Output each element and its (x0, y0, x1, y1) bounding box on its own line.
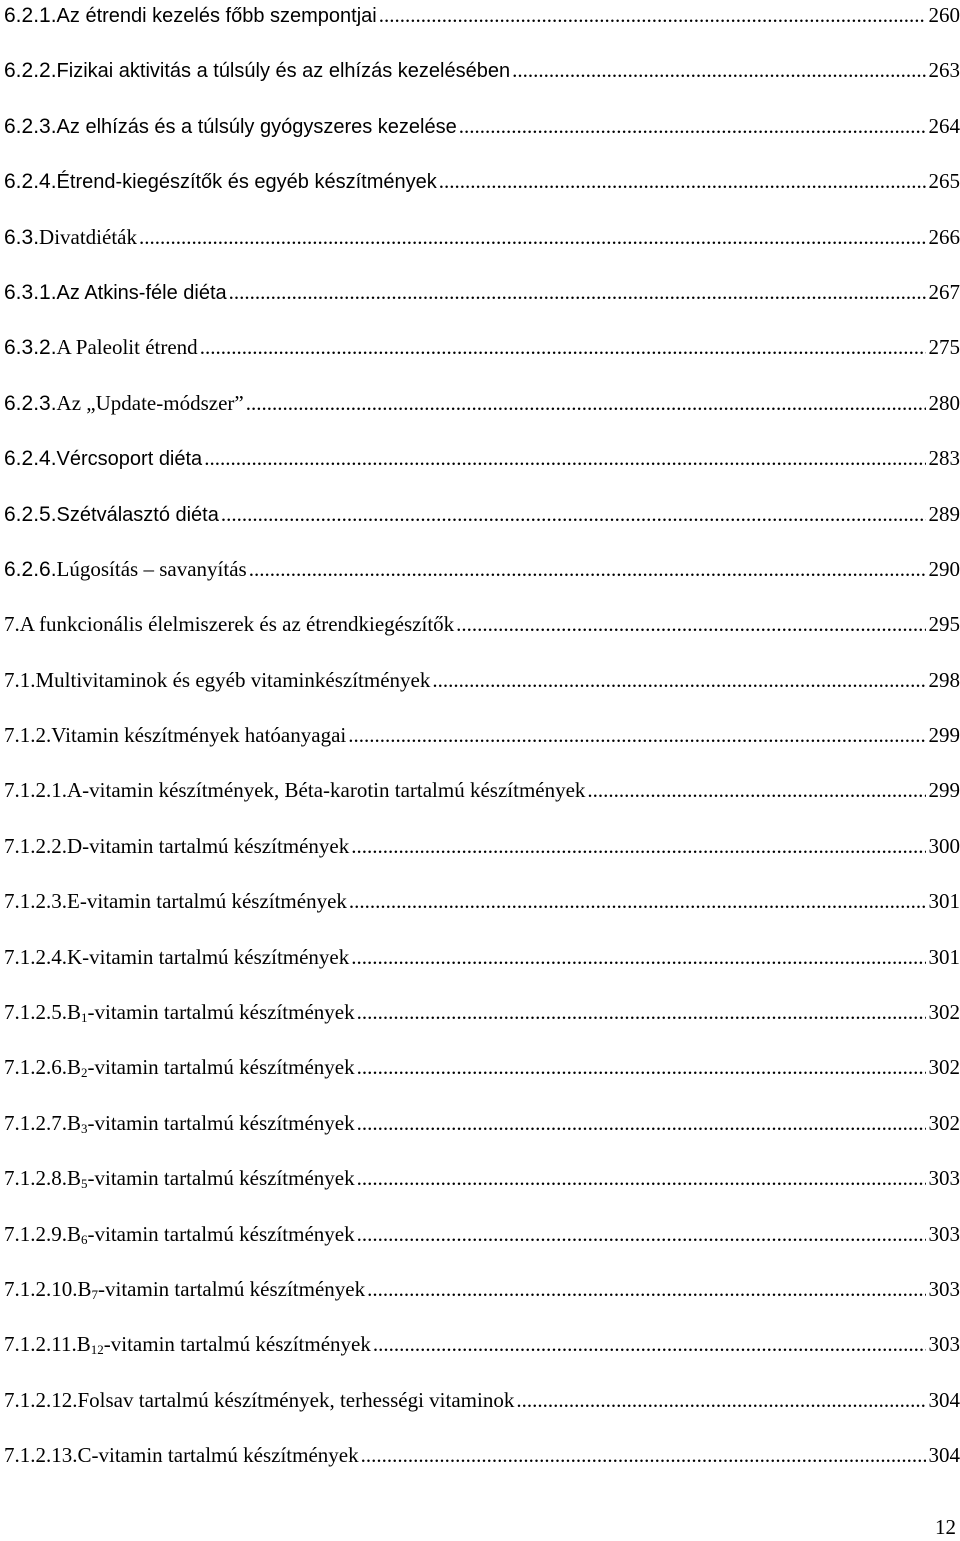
toc-entry-number: 7. (4, 612, 20, 637)
toc-entry-number: 6.2.1. (4, 4, 57, 27)
toc-entry-page: 299 (928, 723, 960, 748)
toc-entry-title-prefix: B (67, 1055, 82, 1080)
toc-leader-dots (357, 1108, 926, 1138)
toc-entry-number: 7.1.2.1. (4, 778, 67, 803)
toc-entry-page: 298 (928, 667, 960, 692)
toc-entry-title-text: -vitamin tartalmú készítmények (87, 1221, 355, 1246)
toc-leader-dots (512, 55, 925, 85)
toc-entry[interactable] (4, 886, 960, 941)
toc-entry-number: 7.1.2.8. (4, 1166, 67, 1191)
toc-entry-title-subscript: 5 (81, 1176, 88, 1192)
toc-entry[interactable] (4, 554, 960, 609)
toc-entry-number: 7.1.2.4. (4, 944, 67, 969)
toc-entry-title-text: -vitamin tartalmú készítmények (103, 1332, 371, 1357)
toc-entry-number: 7.1.2.6. (4, 1055, 67, 1080)
toc-entry-title: Divatdiéták (39, 224, 137, 249)
toc-entry-page: 264 (928, 113, 960, 138)
toc-leader-dots (351, 831, 925, 861)
toc-entry[interactable] (4, 665, 960, 720)
toc-entry-title-text: -vitamin tartalmú készítmények (87, 1000, 355, 1025)
toc-leader-dots (221, 499, 926, 529)
toc-leader-dots (357, 1219, 926, 1249)
toc-entry-title: Az Atkins-féle diéta (56, 281, 227, 304)
toc-entry-page: 283 (928, 446, 960, 471)
toc-entry[interactable] (4, 1108, 960, 1163)
toc-entry-title-text: -vitamin tartalmú készítmények (87, 1055, 355, 1080)
toc-entry-title-subscript: 2 (81, 1065, 88, 1081)
toc-entry[interactable] (4, 443, 960, 498)
toc-entry-page: 302 (928, 1000, 960, 1025)
toc-entry-page: 280 (928, 390, 960, 415)
toc-entry-title (78, 1274, 366, 1304)
toc-entry[interactable] (4, 277, 960, 332)
toc-leader-dots (367, 1274, 925, 1304)
toc-leader-dots (204, 443, 925, 473)
toc-entry[interactable] (4, 332, 960, 387)
toc-entry-title: A Paleolit étrend (56, 335, 198, 360)
toc-entry-title: D-vitamin tartalmú készítmények (67, 833, 350, 858)
toc-leader-dots (432, 665, 925, 695)
toc-entry[interactable] (4, 1274, 960, 1329)
toc-entry-title-prefix: B (67, 1000, 82, 1025)
toc-entry-title-subscript: 1 (81, 1010, 88, 1026)
toc-entry-number: 6.2.2. (4, 59, 57, 83)
toc-leader-dots (229, 277, 926, 307)
toc-entry-title: Fizikai aktivitás a túlsúly és az elhízás kezelésében (56, 60, 511, 83)
toc-leader-dots (357, 1163, 926, 1193)
toc-entry[interactable] (4, 0, 960, 55)
toc-entry[interactable] (4, 55, 960, 110)
toc-entry-number: 6.2.3. (4, 114, 57, 138)
toc-entry[interactable] (4, 166, 960, 221)
toc-entry-title-prefix: B (67, 1110, 82, 1135)
toc-entry-page: 299 (928, 778, 960, 803)
toc-entry-number: 7.1.2.7. (4, 1110, 67, 1135)
toc-entry-page: 290 (928, 556, 960, 581)
toc-entry-number: 6.2.5. (4, 502, 57, 526)
toc-leader-dots (357, 997, 926, 1027)
toc-entry-number: 7.1. (4, 667, 36, 692)
toc-entry-number: 7.1.2.10. (4, 1276, 78, 1301)
toc-entry-title: Az étrendi kezelés főbb szempontjai (56, 5, 377, 27)
toc-leader-dots (139, 222, 926, 252)
toc-entry-number: 6.2.4. (4, 170, 57, 194)
toc-entry-title (67, 997, 355, 1027)
toc-leader-dots (357, 1052, 926, 1082)
toc-entry-title: Az „Update-módszer” (56, 390, 244, 415)
toc-entry-title (67, 1163, 355, 1193)
toc-entry-number: 6.2.4. (4, 447, 57, 471)
toc-entry-number: 7.1.2.9. (4, 1221, 67, 1246)
toc-entry[interactable] (4, 609, 960, 664)
toc-entry-page: 300 (928, 833, 960, 858)
toc-entry-number: 6.3.2. (4, 336, 57, 360)
toc-entry-page: 275 (928, 335, 960, 360)
toc-entry-page: 301 (928, 944, 960, 969)
toc-entry-title (67, 1052, 355, 1082)
toc-entry[interactable] (4, 775, 960, 830)
toc-leader-dots (439, 166, 926, 196)
toc-entry-title: Szétválasztó diéta (56, 503, 219, 526)
toc-entry[interactable] (4, 720, 960, 775)
toc-entry-title: A-vitamin készítmények, Béta-karotin tartalmú készítmények (67, 778, 586, 803)
toc-entry-page: 302 (928, 1055, 960, 1080)
toc-entry[interactable] (4, 942, 960, 997)
toc-leader-dots (200, 332, 926, 362)
toc-leader-dots (379, 0, 926, 30)
toc-entry-title (67, 1219, 355, 1249)
toc-entry-title: E-vitamin tartalmú készítmények (67, 889, 347, 914)
toc-entry-title (77, 1329, 371, 1359)
toc-entry-page: 301 (928, 889, 960, 914)
toc-leader-dots (349, 886, 926, 916)
toc-entry-title: Lúgosítás – savanyítás (56, 556, 247, 581)
toc-entry[interactable] (4, 1163, 960, 1218)
toc-entry-title (67, 1108, 355, 1138)
toc-entry-number: 7.1.2.11. (4, 1332, 77, 1357)
toc-entry-title: K-vitamin tartalmú készítmények (67, 944, 350, 969)
toc-entry[interactable] (4, 1219, 960, 1274)
toc-entry[interactable] (4, 1329, 960, 1384)
toc-leader-dots (587, 775, 925, 805)
toc-entry-title: Folsav tartalmú készítmények, terhességi vitaminok (77, 1387, 515, 1412)
toc-entry[interactable] (4, 831, 960, 886)
toc-entry-title-prefix: B (76, 1332, 91, 1357)
toc-entry-title: Multivitaminok és egyéb vitaminkészítmények (35, 667, 431, 692)
toc-leader-dots (351, 942, 925, 972)
toc-entry-title-text: -vitamin tartalmú készítmények (87, 1110, 355, 1135)
toc-entry-number: 7.1.2.12. (4, 1387, 78, 1412)
toc-entry-title-subscript: 3 (81, 1120, 88, 1136)
toc-entry-number: 7.1.2. (4, 723, 52, 748)
toc-leader-dots (516, 1385, 925, 1415)
toc-entry-title: C-vitamin tartalmú készítmények (77, 1443, 359, 1468)
toc-leader-dots (456, 609, 925, 639)
toc-entry[interactable] (4, 1385, 960, 1440)
toc-entry[interactable] (4, 997, 960, 1052)
toc-entry[interactable] (4, 111, 960, 166)
toc-leader-dots (348, 720, 925, 750)
toc-entry-page: 303 (928, 1166, 960, 1191)
toc-entry-title: Étrend-kiegészítők és egyéb készítmények (56, 171, 437, 194)
toc-entry-page: 304 (928, 1387, 960, 1412)
toc-entry-title: A funkcionális élelmiszerek és az étrendkiegészítők (19, 612, 455, 637)
toc-entry-number: 6.3. (4, 225, 40, 249)
toc-entry-title: Vércsoport diéta (56, 448, 203, 471)
toc-entry-page: 295 (928, 612, 960, 637)
toc-entry-page: 304 (928, 1443, 960, 1468)
toc-leader-dots (246, 388, 926, 418)
toc-entry-page: 265 (928, 169, 960, 194)
toc-entry-title-prefix: B (67, 1166, 82, 1191)
toc-entry-title: Vitamin készítmények hatóanyagai (51, 723, 347, 748)
toc-entry-page: 267 (928, 279, 960, 304)
toc-entry[interactable] (4, 1052, 960, 1107)
toc-entry[interactable] (4, 222, 960, 277)
toc-entry-title-subscript: 12 (90, 1342, 104, 1358)
toc-entry-title-prefix: B (77, 1276, 92, 1301)
toc-entry-number: 6.2.6. (4, 557, 57, 581)
toc-entry-title-text: -vitamin tartalmú készítmények (98, 1276, 366, 1301)
toc-leader-dots (373, 1329, 926, 1359)
toc-entry[interactable] (4, 499, 960, 554)
toc-entry-page: 266 (928, 224, 960, 249)
toc-leader-dots (459, 111, 926, 141)
toc-entry-page: 260 (928, 3, 960, 27)
table-of-contents (4, 0, 960, 1496)
toc-entry-number: 6.2.3. (4, 391, 57, 415)
toc-entry-page: 303 (928, 1332, 960, 1357)
toc-entry-title-subscript: 6 (81, 1231, 88, 1247)
toc-entry-page: 289 (928, 501, 960, 526)
toc-entry-number: 7.1.2.3. (4, 889, 67, 914)
toc-entry-title-subscript: 7 (91, 1286, 99, 1302)
toc-leader-dots (249, 554, 926, 584)
page-number: 12 (935, 1515, 956, 1539)
toc-entry-title-text: -vitamin tartalmú készítmények (87, 1166, 355, 1191)
toc-entry-number: 7.1.2.13. (4, 1443, 78, 1468)
toc-entry[interactable] (4, 388, 960, 443)
toc-entry-page: 263 (928, 58, 960, 83)
toc-entry-page: 303 (928, 1276, 960, 1301)
toc-entry-number: 7.1.2.2. (4, 833, 67, 858)
toc-entry-number: 7.1.2.5. (4, 1000, 67, 1025)
toc-entry-title: Az elhízás és a túlsúly gyógyszeres kezelése (56, 115, 457, 138)
toc-entry[interactable] (4, 1440, 960, 1495)
toc-leader-dots (361, 1440, 926, 1470)
toc-entry-title-prefix: B (67, 1221, 82, 1246)
toc-entry-page: 302 (928, 1110, 960, 1135)
toc-entry-number: 6.3.1. (4, 280, 57, 304)
toc-entry-page: 303 (928, 1221, 960, 1246)
